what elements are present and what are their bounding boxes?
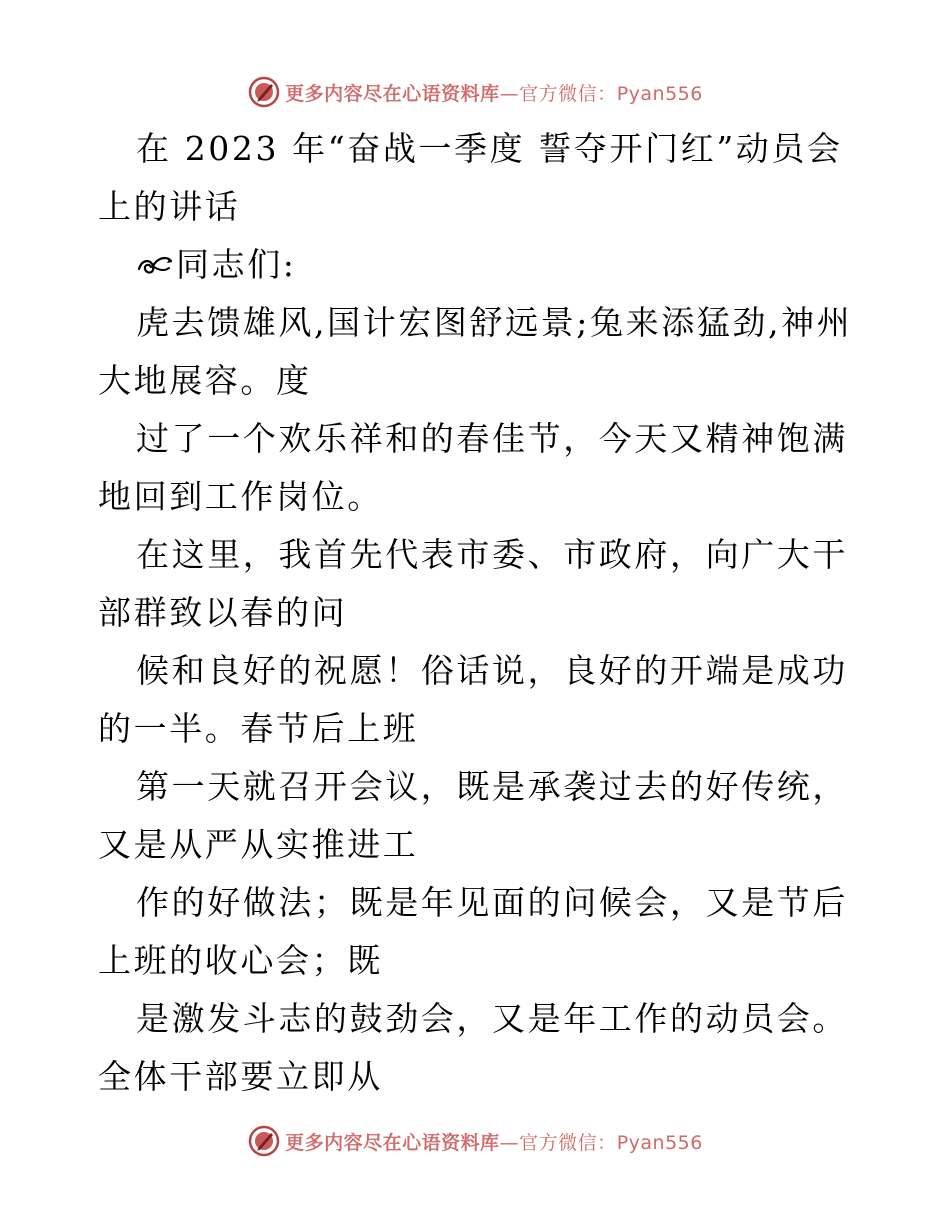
document-body <box>98 120 858 1106</box>
paragraph-3: 在这里，我首先代表市委、市政府，向广大干部群致以春的问 <box>98 535 848 632</box>
watermark-sub-text: 官方微信： <box>519 82 617 105</box>
paragraph-2: 过了一个欢乐祥和的春佳节，今天又精神饱满地回到工作岗位。 <box>98 419 848 516</box>
paragraph-4: 候和良好的祝愿！俗话说，良好的开端是成功的一半。春节后上班 <box>98 651 848 748</box>
watermark-main-text: 更多内容尽在心语资料库 <box>285 1131 500 1154</box>
salutation-line <box>98 236 858 294</box>
watermark-separator: — <box>499 82 520 105</box>
header-watermark <box>0 72 950 112</box>
watermark-id-text: Pyan556 <box>616 82 703 105</box>
pen-seal-logo-icon <box>247 75 281 109</box>
paragraph-5: 第一天就召开会议，既是承袭过去的好传统，又是从严从实推进工 <box>98 767 848 864</box>
salutation-text: 同志们: <box>176 245 297 284</box>
paragraph-6: 作的好做法；既是年见面的问候会，又是节后上班的收心会；既 <box>98 883 848 980</box>
document-title: 在 2023 年“奋战一季度 誓夺开门红”动员会上的讲话 <box>98 129 843 226</box>
watermark-separator: — <box>499 1131 520 1154</box>
paragraph-1: 虎去馈雄风,国计宏图舒远景;兔来添猛劲,神州大地展容。度 <box>98 303 853 400</box>
footer-watermark <box>0 1121 950 1161</box>
watermark-id-text: Pyan556 <box>616 1131 703 1154</box>
paragraph-7: 是激发斗志的鼓劲会，又是年工作的动员会。全体干部要立即从 <box>98 999 848 1096</box>
pen-seal-logo-icon <box>247 1124 281 1158</box>
ornament-flourish-icon <box>136 252 174 278</box>
watermark-sub-text: 官方微信： <box>519 1131 617 1154</box>
watermark-main-text: 更多内容尽在心语资料库 <box>285 82 500 105</box>
